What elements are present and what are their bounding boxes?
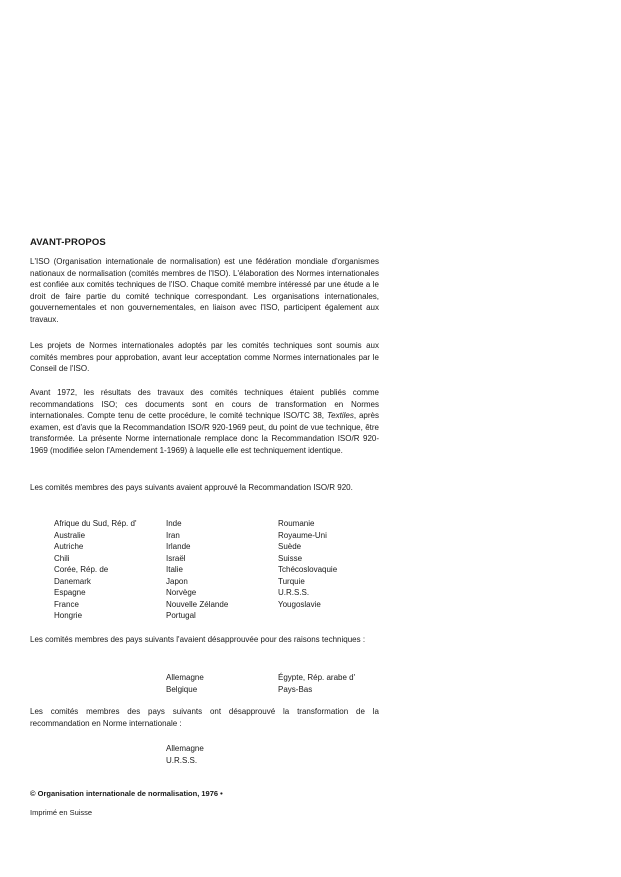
country-name: Yougoslavie (278, 599, 321, 609)
disapproved-countries-column-2 (278, 672, 355, 695)
country-name: U.R.S.S. (278, 588, 310, 597)
country-name: Portugal (166, 611, 196, 620)
country-name: Iran (166, 530, 180, 540)
disapproved-countries-column-1 (166, 672, 204, 695)
foreword-paragraph-5: Les comités membres des pays suivants l'avaient désapprouvée pour des raisons techniques : (30, 635, 366, 644)
country-name: Nouvelle Zélande (166, 599, 229, 609)
approved-countries-column-1 (54, 518, 136, 622)
country-name: Hongrie (54, 611, 83, 620)
country-name: Japon (166, 576, 188, 586)
country-name: Australie (54, 530, 86, 540)
copyright-notice: © Organisation internationale de normalisation, 1976 • (30, 789, 223, 798)
country-name: Suède (278, 542, 302, 551)
country-name: Pays-Bas (278, 684, 313, 694)
country-name: Afrique du Sud, Rép. d' (54, 519, 137, 528)
foreword-title: AVANT-PROPOS (30, 237, 106, 248)
country-name: Allemagne (166, 673, 204, 682)
paragraph-3-text-b: , après examen, est d'avis que la Recommandation ISO/R 920-1969 peut, du point de vue technique, être transformée. La présente Norme internationale remplace donc la Recommandation ISO/R 920-1969 (modifiée selon l'Amendement 1-1969) à laquelle elle est techniquement identique. (30, 411, 379, 455)
country-name: Norvège (166, 588, 197, 597)
foreword-paragraph-3 (30, 387, 379, 456)
country-name: Allemagne (166, 744, 204, 753)
foreword-paragraph-2: Les projets de Normes internationales adoptés par les comités techniques sont soumis aux comités membres pour approbation, avant leur acceptation comme Normes internationales par le Conseil de l'ISO. (30, 341, 379, 373)
country-name: Roumanie (278, 519, 315, 528)
country-name: Tchécoslovaquie (278, 565, 338, 574)
approved-countries-column-2 (166, 518, 228, 622)
approved-countries-column-3 (278, 518, 337, 610)
country-name: Espagne (54, 588, 86, 597)
country-name: Italie (166, 565, 183, 574)
foreword-paragraph-6: Les comités membres des pays suivants ont désapprouvé la transformation de la recommandation en Norme internationale : (30, 707, 379, 728)
country-name: Corée, Rép. de (54, 565, 109, 574)
country-name: Inde (166, 519, 182, 528)
printed-in-notice: Imprimé en Suisse (30, 808, 93, 817)
country-name: Israël (166, 553, 186, 563)
paragraph-3-text-a: Avant 1972, les résultats des travaux des comités techniques étaient publiés comme recommandations ISO; ces documents sont en cours de transformation en Normes internationales. Compte tenu de cette procédure, le comité technique ISO/TC 38, (30, 388, 379, 420)
country-name: France (54, 599, 79, 609)
foreword-paragraph-1: L'ISO (Organisation internationale de normalisation) est une fédération mondiale d'organismes nationaux de normalisation (comités membres de l'ISO). L'élaboration des Normes internationales est confiée aux comités techniques de l'ISO. Chaque comité membre intéressé par une étude a le droit de faire partie du comité technique correspondant. Les organisations internationales, gouvernementales et non gouvernementales, en liaison avec l'ISO, participent également aux travaux. (30, 257, 379, 324)
country-name: Royaume-Uni (278, 530, 327, 540)
country-name: Égypte, Rép. arabe d' (278, 673, 356, 682)
country-name: Suisse (278, 553, 303, 563)
paragraph-3-italic-textiles: Textiles (326, 411, 354, 420)
foreword-paragraph-4: Les comités membres des pays suivants avaient approuvé la Recommandation ISO/R 920. (30, 483, 353, 492)
country-name: Danemark (54, 576, 91, 586)
country-name: U.R.S.S. (166, 755, 198, 765)
country-name: Belgique (166, 684, 198, 694)
transformation-disapproved-countries (166, 743, 204, 766)
country-name: Irlande (166, 542, 191, 551)
country-name: Autriche (54, 542, 84, 551)
country-name: Chili (54, 553, 70, 563)
country-name: Turquie (278, 576, 305, 586)
